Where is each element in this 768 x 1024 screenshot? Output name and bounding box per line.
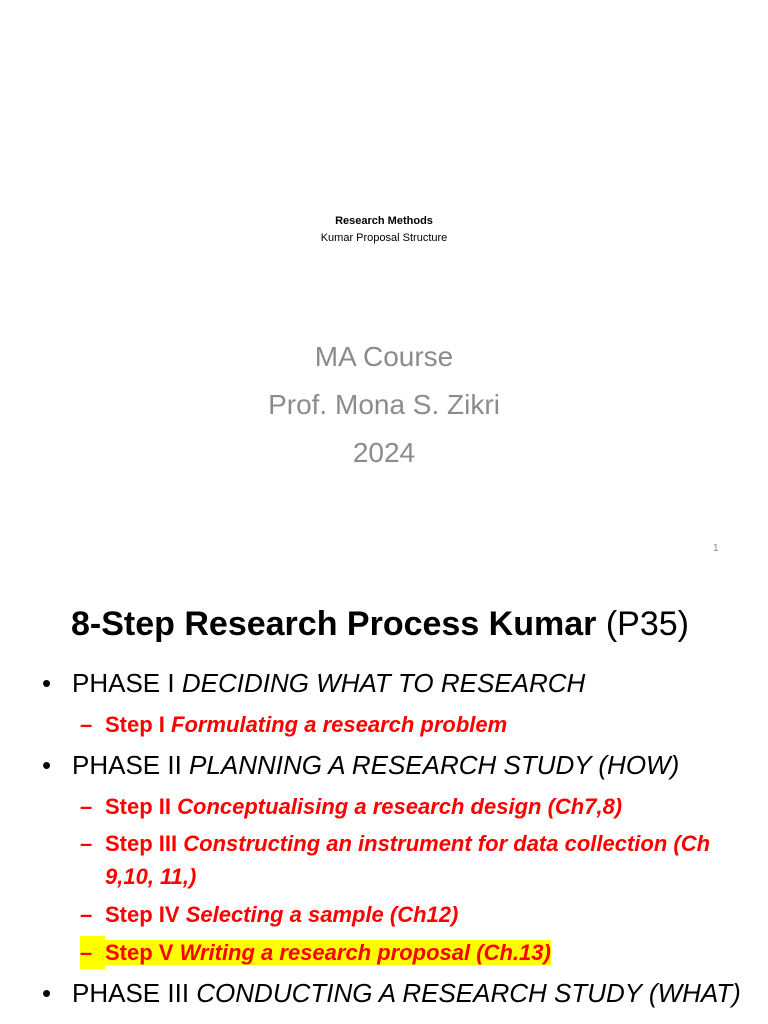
year-line: 2024 (352, 437, 416, 468)
step-3 (80, 827, 725, 893)
phase-label: PHASE II (72, 750, 190, 780)
step-text: Conceptualising a research design (Ch7,8) (177, 794, 623, 819)
slide-body (0, 333, 768, 477)
phase-1 (42, 668, 585, 699)
phase-label: PHASE III (72, 978, 197, 1008)
step-label: Step II (105, 794, 178, 819)
bullet-icon: • (42, 668, 52, 698)
phase-text: CONDUCTING A RESEARCH STUDY (WHAT) (196, 978, 741, 1008)
step-5 (80, 936, 551, 969)
phase-text: PLANNING A RESEARCH STUDY (HOW) (189, 750, 680, 780)
title-main: 8-Step Research Process Kumar (71, 605, 597, 643)
step-text: Formulating a research problem (171, 712, 508, 737)
phase-label: PHASE I (72, 668, 182, 698)
course-line: MA Course (314, 341, 454, 372)
dash-icon: – (80, 794, 93, 819)
phase-text: DECIDING WHAT TO RESEARCH (181, 668, 586, 698)
step-2 (80, 790, 622, 823)
dash-icon: – (80, 936, 105, 969)
dash-icon: – (80, 831, 93, 856)
slide2-title (0, 605, 760, 644)
step-label: Step I (105, 712, 172, 737)
step-label: Step V (105, 940, 180, 965)
phase-2 (42, 750, 679, 781)
step-text: Selecting a sample (Ch12) (185, 902, 459, 927)
step-text: Writing a research proposal (Ch.13) (179, 940, 551, 965)
step-4 (80, 898, 458, 931)
slide-title: Research Methods (335, 215, 433, 227)
phase-3 (42, 978, 741, 1009)
slide-subtitle: Kumar Proposal Structure (320, 232, 448, 244)
dash-icon: – (80, 712, 93, 737)
dash-icon: – (80, 902, 93, 927)
step-label: Step III (105, 831, 184, 856)
bullet-icon: • (42, 750, 52, 780)
step-label: Step IV (105, 902, 186, 927)
title-page-ref: (P35) (596, 605, 689, 643)
step-1 (80, 708, 507, 741)
slide-number: 1 (713, 543, 719, 554)
step-content (105, 827, 725, 893)
bullet-icon: • (42, 978, 52, 1008)
step-text: Constructing an instrument for data collection (Ch 9,10, 11,) (105, 831, 711, 889)
professor-line: Prof. Mona S. Zikri (268, 389, 500, 420)
